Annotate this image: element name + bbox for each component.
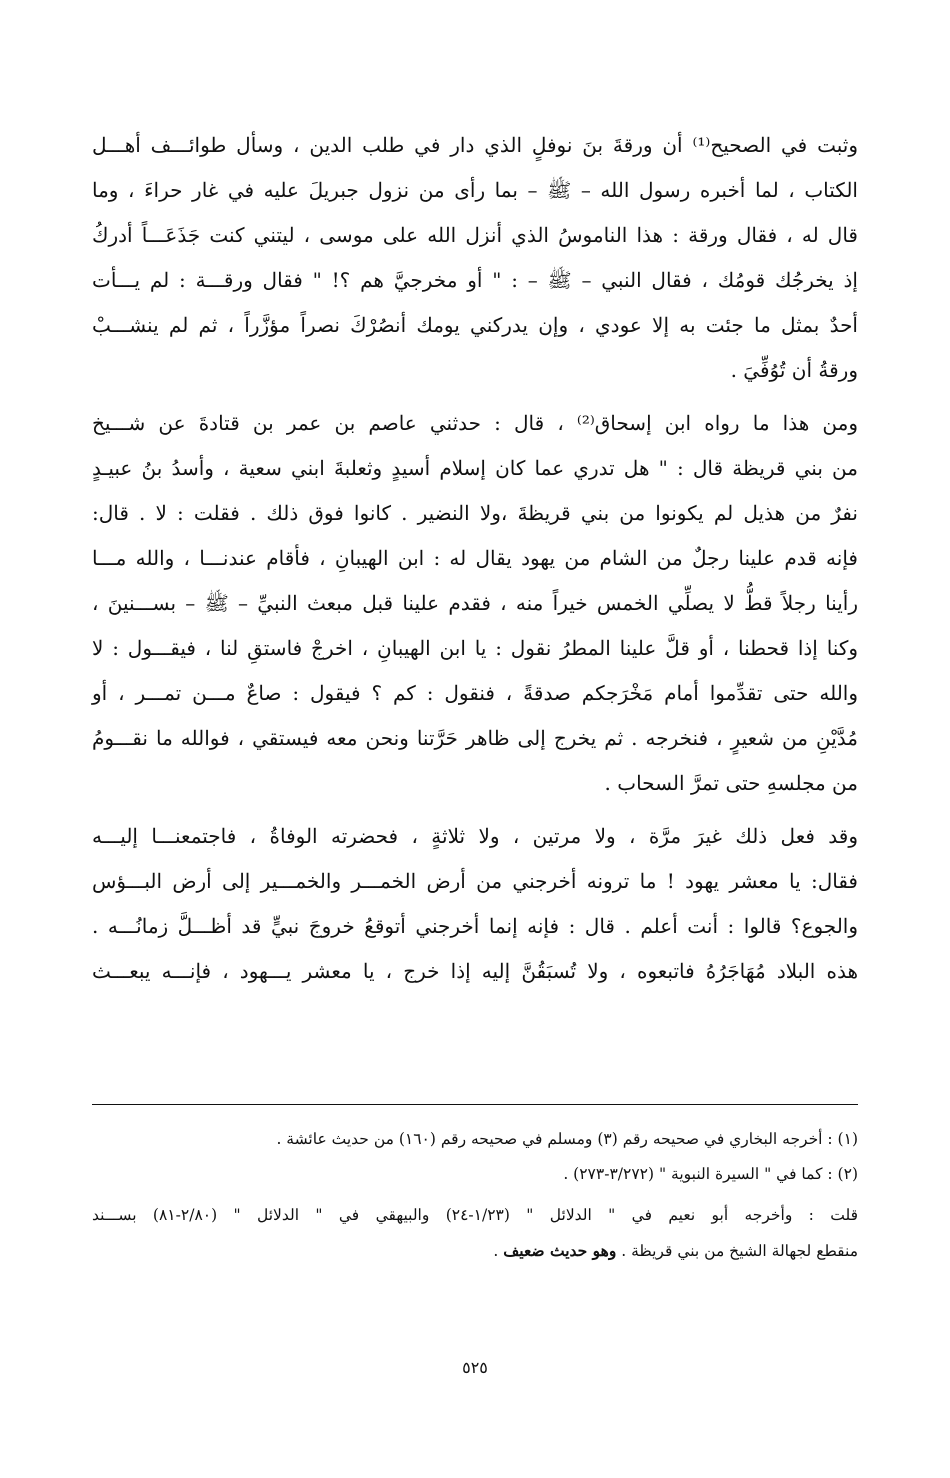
text-line: أحدٌ بمثل ما جئت به إلا عودي ، وإن يدركني يومك أنصُرْكَ نصراً مؤزَّراً ، ثم لم ينشـــبْ xyxy=(92,313,858,337)
text-line: وثبت في الصحيح⁽¹⁾ أن ورقةَ بنَ نوفلٍ الذي دار في طلب الدين ، وسأل طوائـــف أهـــل xyxy=(92,133,858,157)
paragraph-2 xyxy=(92,401,858,806)
text-line: فإنه قدم علينا رجلٌ من الشام من يهود يقال له : ابن الهيبانِ ، فأقام عندنـــا ، والله مـــا xyxy=(92,546,858,570)
footnote-comment-end: . xyxy=(493,1242,504,1260)
main-text xyxy=(92,123,858,1002)
text-line: وكنا إذا قحطنا ، أو قلَّ علينا المطرُ نقول : يا ابن الهيبانِ ، اخرجْ فاستقِ لنا ، فيقـــول : لا xyxy=(92,636,858,660)
paragraph-1 xyxy=(92,123,858,393)
text-line: قال له ، فقال ورقة : هذا الناموسُ الذي أنزل الله على موسى ، ليتني كنت جَذَعَـــاً أدركُ xyxy=(92,223,858,247)
text-line: هذه البلاد مُهَاجَرُهُ فاتبعوه ، ولا تُسبَقُنَّ إليه إذا خرج ، يا معشر يـــهود ، فإنـــه يبعـــث xyxy=(92,959,858,983)
footnote-divider xyxy=(92,1104,858,1105)
text-line: فقال: يا معشر يهود ! ما ترونه أخرجني من أرض الخمـــر والخمـــير إلى أرض البـــؤس xyxy=(92,869,858,893)
footnote-1: (١) : أخرجه البخاري في صحيحه رقم (٣) ومسلم في صحيحه رقم (١٦٠) من حديث عائشة . xyxy=(276,1130,858,1148)
text-line: إذ يخرجُك قومُك ، فقال النبي – ﷺ – : " أو مخرجيَّ هم ؟! " فقال ورقـــة : لم يـــأت xyxy=(92,268,858,292)
text-line: من مجلسهِ حتى تمرَّ السحاب . xyxy=(604,771,858,795)
page-number: ٥٢٥ xyxy=(462,1358,488,1377)
paragraph-3 xyxy=(92,814,858,994)
text-line: نفرٌ من هذيل لم يكونوا من بني قريظةَ ،ولا النضير . كانوا فوق ذلك . فقلت : لا . قال: xyxy=(92,501,858,525)
footnotes xyxy=(92,1122,858,1268)
footnote-2: (٢) : كما في " السيرة النبوية " (٣/٢٧٢-٢٧٣) . xyxy=(563,1165,858,1183)
text-line: ومن هذا ما رواه ابن إسحاق⁽²⁾ ، قال : حدثني عاصم بن عمر بن قتادةَ عن شـــيخ xyxy=(92,411,858,435)
footnote-comment-line xyxy=(92,1233,858,1268)
footnote-verdict: وهو حديث ضعيف xyxy=(503,1241,617,1260)
text-line: والله حتى تقدِّموا أمام مَخْرَجكم صدقةً ، فنقول : كم ؟ فيقول : صاعٌ مـــن تمـــر ، أو xyxy=(92,681,858,705)
text-line: رأينا رجلاً قطُّ لا يصلِّي الخمس خيراً منه ، فقدم علينا قبل مبعث النبيِّ – ﷺ – بســـنينَ ، xyxy=(92,591,858,615)
text-line: والجوع؟ قالوا : أنت أعلم . قال : فإنه إنما أخرجني أتوقعُ خروجَ نبيٍّ قد أظـــلَّ زمانُـــه . xyxy=(92,914,858,938)
text-line: وقد فعل ذلك غيرَ مرَّة ، ولا مرتين ، ولا ثلاثةٍ ، فحضرته الوفاةُ ، فاجتمعنـــا إليـــه xyxy=(92,824,858,848)
text-line: من بني قريظة قال : " هل تدري عما كان إسلام أسيدٍ وثعلبةَ ابني سعية ، وأسدُ بنُ عبيـدٍ xyxy=(92,456,858,480)
text-line: ورقةُ أن تُوُفِّيَ . xyxy=(730,358,858,382)
text-line: مُدَّيْنِ من شعيرٍ ، فنخرجه . ثم يخرج إلى ظاهر حَرَّتنا ونحن معه فيستقي ، فوالله ما نقـــومُ xyxy=(92,726,858,750)
footnote-comment-text: منقطع لجهالة الشيخ من بني قريظة . xyxy=(616,1242,858,1260)
text-line: الكتاب ، لما أخبره رسول الله – ﷺ – بما رأى من نزول جبريلَ عليه في غار حراءَ ، وما xyxy=(92,178,858,202)
footnote-comment-line: قلت : وأخرجه أبو نعيم في " الدلائل " (١/٢٣-٢٤) والبيهقي في " الدلائل " (٢/٨٠-٨١) بســـند xyxy=(92,1206,858,1224)
